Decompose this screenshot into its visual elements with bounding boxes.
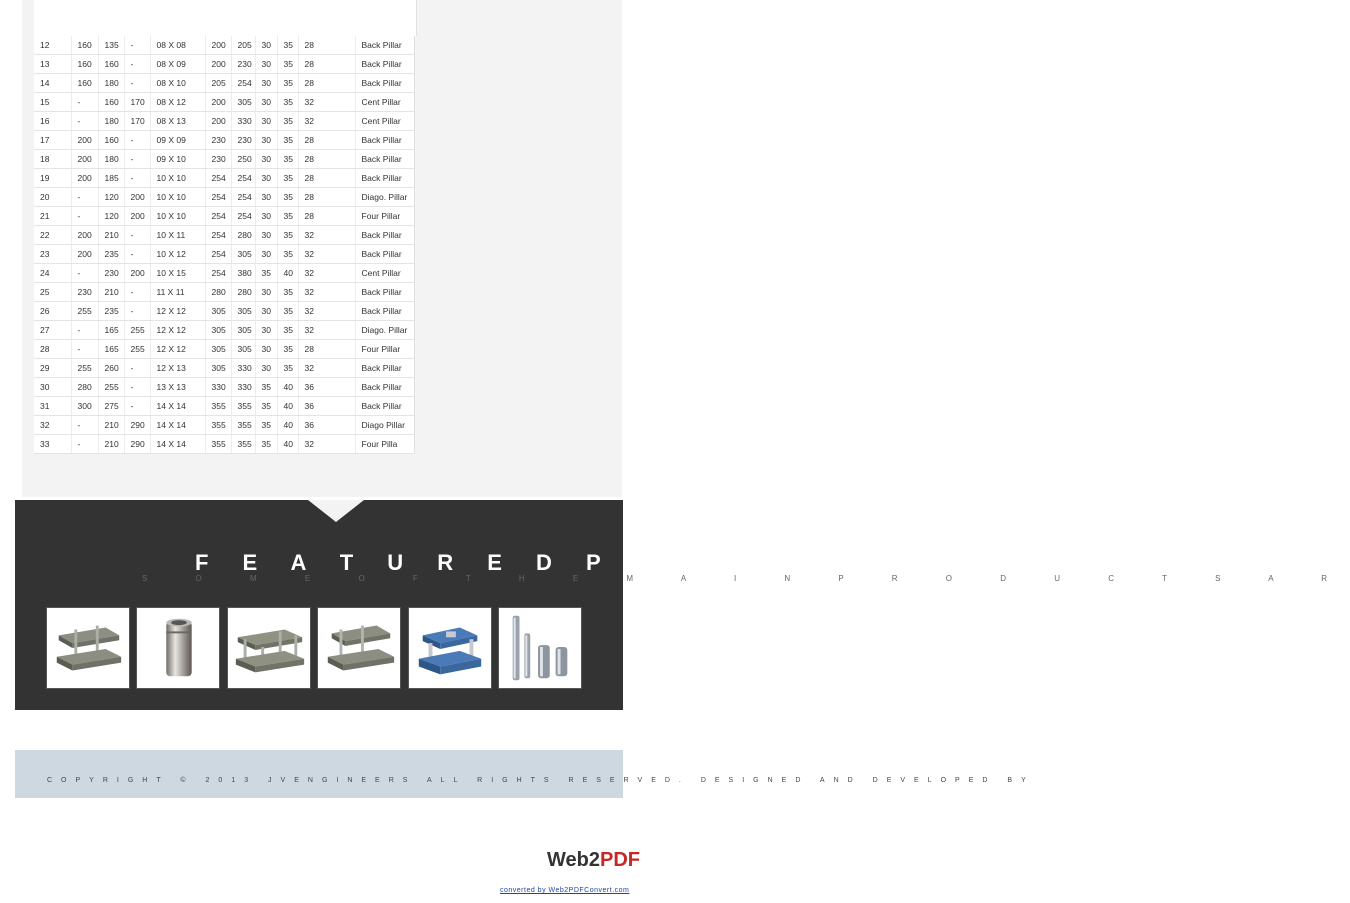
table-cell: 17 [34, 131, 71, 150]
table-row [34, 321, 414, 340]
table-cell: 280 [205, 283, 231, 302]
table-cell: 255 [98, 378, 124, 397]
table-cell: - [71, 416, 98, 435]
table-cell: 180 [98, 74, 124, 93]
table-cell: 24 [34, 264, 71, 283]
table-cell: 230 [205, 131, 231, 150]
table-cell: 355 [205, 397, 231, 416]
table-cell: 30 [255, 340, 277, 359]
table-cell: 255 [71, 302, 98, 321]
table-cell: 305 [205, 302, 231, 321]
table-cell: Back Pillar [355, 36, 414, 55]
table-cell: 08 X 12 [150, 93, 205, 112]
table-cell: 14 X 14 [150, 416, 205, 435]
table-cell: 255 [71, 359, 98, 378]
table-cell: 120 [98, 207, 124, 226]
table-cell: - [71, 340, 98, 359]
table-cell: 11 X 11 [150, 283, 205, 302]
table-cell: 160 [71, 55, 98, 74]
table-cell: 30 [255, 283, 277, 302]
product-card-4[interactable] [317, 607, 401, 689]
table-cell: 10 X 10 [150, 207, 205, 226]
table-row [34, 150, 414, 169]
table-cell: Four Pillar [355, 207, 414, 226]
table-row [34, 435, 414, 454]
featured-products-section [15, 500, 1350, 710]
table-cell: 305 [205, 340, 231, 359]
die-set-back-pillar-icon [318, 608, 400, 688]
table-cell: 27 [34, 321, 71, 340]
table-cell: 35 [255, 397, 277, 416]
table-cell: 254 [231, 207, 255, 226]
table-cell: Cent Pillar [355, 112, 414, 131]
table-cell: 12 X 12 [150, 302, 205, 321]
table-cell: 250 [231, 150, 255, 169]
table-cell: 200 [71, 150, 98, 169]
die-set-back-pillar-icon [47, 608, 129, 688]
table-cell: 260 [98, 359, 124, 378]
die-set-blue-icon [409, 608, 491, 688]
table-cell: Back Pillar [355, 359, 414, 378]
table-cell: 29 [34, 359, 71, 378]
table-cell: Back Pillar [355, 283, 414, 302]
table-cell: 40 [277, 397, 298, 416]
table-cell: 35 [277, 169, 298, 188]
table-cell: 35 [277, 36, 298, 55]
table-cell: 30 [255, 150, 277, 169]
table-cell: 235 [98, 245, 124, 264]
table-row [34, 416, 414, 435]
table-cell: 35 [255, 378, 277, 397]
table-cell: 19 [34, 169, 71, 188]
table-cell: 12 [34, 36, 71, 55]
table-cell: 280 [231, 283, 255, 302]
table-cell: 30 [255, 36, 277, 55]
table-row [34, 131, 414, 150]
table-cell: - [71, 321, 98, 340]
table-cell: - [71, 264, 98, 283]
table-cell: 355 [231, 435, 255, 454]
table-cell: 305 [231, 93, 255, 112]
table-top-continuation [34, 0, 417, 36]
table-cell: 36 [298, 378, 355, 397]
product-card-6[interactable] [498, 607, 582, 689]
table-cell: 40 [277, 435, 298, 454]
table-row [34, 93, 414, 112]
table-cell: 28 [298, 74, 355, 93]
table-cell: - [124, 397, 150, 416]
table-cell: 08 X 08 [150, 36, 205, 55]
guide-bush-icon [137, 608, 219, 688]
table-cell: 10 X 10 [150, 188, 205, 207]
table-cell: 32 [298, 283, 355, 302]
table-cell: 305 [205, 359, 231, 378]
table-cell: 120 [98, 188, 124, 207]
table-cell: 14 X 14 [150, 397, 205, 416]
table-cell: 30 [255, 74, 277, 93]
table-cell: 30 [255, 207, 277, 226]
product-card-5[interactable] [408, 607, 492, 689]
table-cell: 30 [255, 245, 277, 264]
table-cell: 28 [298, 169, 355, 188]
table-cell: 36 [298, 397, 355, 416]
table-cell: 30 [255, 93, 277, 112]
table-cell: 08 X 13 [150, 112, 205, 131]
table-cell: 165 [98, 321, 124, 340]
table-cell: - [71, 435, 98, 454]
table-cell: 305 [231, 302, 255, 321]
table-cell: Back Pillar [355, 397, 414, 416]
table-cell: 12 X 13 [150, 359, 205, 378]
table-cell: 200 [124, 207, 150, 226]
guide-pillars-icon [499, 608, 581, 688]
table-cell: 26 [34, 302, 71, 321]
table-row [34, 188, 414, 207]
table-cell: 200 [71, 169, 98, 188]
table-cell: Back Pillar [355, 55, 414, 74]
table-row [34, 245, 414, 264]
table-cell: 35 [277, 131, 298, 150]
table-cell: 30 [255, 302, 277, 321]
table-cell: 170 [124, 112, 150, 131]
table-cell: - [124, 150, 150, 169]
table-cell: 32 [298, 302, 355, 321]
table-cell: 230 [71, 283, 98, 302]
table-cell: 35 [277, 226, 298, 245]
table-cell: 10 X 12 [150, 245, 205, 264]
table-row [34, 36, 414, 55]
table-cell: 235 [98, 302, 124, 321]
table-cell: Back Pillar [355, 245, 414, 264]
table-cell: Diago Pillar [355, 416, 414, 435]
table-cell: 200 [205, 55, 231, 74]
featured-subtitle: S O M E O F T H E M A I N P R O D U C T S A R [142, 574, 1350, 583]
table-cell: 40 [277, 416, 298, 435]
table-cell: Back Pillar [355, 74, 414, 93]
product-card-1[interactable] [46, 607, 130, 689]
table-cell: Diago. Pillar [355, 188, 414, 207]
table-cell: 30 [255, 359, 277, 378]
web2pdf-logo [547, 849, 640, 872]
table-cell: 21 [34, 207, 71, 226]
table-cell: 205 [205, 74, 231, 93]
table-cell: 32 [34, 416, 71, 435]
table-cell: 254 [205, 188, 231, 207]
table-cell: 210 [98, 226, 124, 245]
table-cell: 330 [231, 378, 255, 397]
die-set-four-pillar-icon [228, 608, 310, 688]
table-cell: 200 [205, 36, 231, 55]
table-cell: 35 [277, 150, 298, 169]
table-cell: - [124, 36, 150, 55]
table-cell: 35 [277, 340, 298, 359]
table-cell: 30 [255, 226, 277, 245]
table-cell: 32 [298, 264, 355, 283]
table-cell: Back Pillar [355, 169, 414, 188]
table-cell: 135 [98, 36, 124, 55]
table-cell: Back Pillar [355, 378, 414, 397]
table-cell: 32 [298, 359, 355, 378]
table-cell: 09 X 10 [150, 150, 205, 169]
table-cell: - [124, 226, 150, 245]
table-cell: Four Pillar [355, 340, 414, 359]
table-cell: 330 [231, 359, 255, 378]
table-cell: 185 [98, 169, 124, 188]
table-cell: 32 [298, 226, 355, 245]
table-cell: 230 [98, 264, 124, 283]
web2pdf-link[interactable]: converted by Web2PDFConvert.com [500, 887, 630, 894]
table-cell: 35 [277, 55, 298, 74]
table-row [34, 340, 414, 359]
table-row [34, 169, 414, 188]
table-cell: 28 [298, 188, 355, 207]
table-cell: 35 [277, 74, 298, 93]
table-cell: 31 [34, 397, 71, 416]
table-cell: Diago. Pillar [355, 321, 414, 340]
table-cell: 180 [98, 150, 124, 169]
table-cell: Four Pilla [355, 435, 414, 454]
table-cell: 32 [298, 93, 355, 112]
table-cell: Back Pillar [355, 302, 414, 321]
table-cell: 330 [231, 112, 255, 131]
table-cell: 290 [124, 416, 150, 435]
table-cell: 160 [98, 55, 124, 74]
table-cell: - [124, 245, 150, 264]
table-cell: Back Pillar [355, 150, 414, 169]
table-cell: 35 [277, 245, 298, 264]
table-cell: 32 [298, 245, 355, 264]
table-cell: 200 [124, 264, 150, 283]
table-cell: 205 [231, 36, 255, 55]
table-cell: 230 [205, 150, 231, 169]
table-cell: 230 [231, 131, 255, 150]
table-cell: 28 [298, 340, 355, 359]
table-cell: 35 [255, 416, 277, 435]
table-cell: 200 [71, 245, 98, 264]
table-cell: 35 [277, 321, 298, 340]
table-cell: - [71, 188, 98, 207]
table-cell: Cent Pillar [355, 264, 414, 283]
table-cell: 280 [71, 378, 98, 397]
table-cell: 355 [231, 397, 255, 416]
table-cell: 255 [124, 321, 150, 340]
table-cell: Cent Pillar [355, 93, 414, 112]
table-cell: 255 [124, 340, 150, 359]
table-cell: 35 [277, 112, 298, 131]
table-cell: - [124, 283, 150, 302]
table-cell: 16 [34, 112, 71, 131]
table-cell: 36 [298, 416, 355, 435]
table-cell: 30 [255, 55, 277, 74]
table-row [34, 207, 414, 226]
table-cell: 290 [124, 435, 150, 454]
table-cell: 30 [34, 378, 71, 397]
table-cell: 254 [231, 169, 255, 188]
table-cell: 12 X 12 [150, 340, 205, 359]
table-cell: 254 [231, 188, 255, 207]
table-cell: 254 [205, 245, 231, 264]
copyright-text: COPYRIGHT © 2013 JVENGINEERS ALL RIGHTS RESERVED. DESIGNED AND DEVELOPED BY [47, 777, 1035, 784]
table-cell: 14 [34, 74, 71, 93]
table-cell: 380 [231, 264, 255, 283]
table-cell: 355 [205, 416, 231, 435]
table-row [34, 283, 414, 302]
table-cell: 160 [98, 131, 124, 150]
table-cell: 35 [255, 264, 277, 283]
table-cell: 28 [298, 131, 355, 150]
table-cell: 254 [205, 264, 231, 283]
table-cell: 30 [255, 321, 277, 340]
table-cell: 210 [98, 416, 124, 435]
table-cell: 18 [34, 150, 71, 169]
table-cell: 30 [255, 131, 277, 150]
table-row [34, 74, 414, 93]
table-cell: 230 [231, 55, 255, 74]
table-cell: Back Pillar [355, 131, 414, 150]
table-body [34, 36, 414, 454]
table-cell: 28 [298, 55, 355, 74]
table-cell: - [124, 169, 150, 188]
table-cell: - [124, 359, 150, 378]
table-cell: 254 [205, 169, 231, 188]
table-cell: 355 [205, 435, 231, 454]
table-cell: 35 [277, 188, 298, 207]
table-cell: 35 [277, 93, 298, 112]
logo-accent: PDF [599, 849, 640, 871]
table-cell: - [124, 74, 150, 93]
table-cell: 305 [231, 245, 255, 264]
table-cell: 13 [34, 55, 71, 74]
table-row [34, 226, 414, 245]
table-cell: - [124, 131, 150, 150]
table-cell: 22 [34, 226, 71, 245]
table-cell: 12 X 12 [150, 321, 205, 340]
table-cell: - [124, 55, 150, 74]
table-cell: 10 X 15 [150, 264, 205, 283]
table-cell: 30 [255, 169, 277, 188]
table-cell: 28 [298, 150, 355, 169]
table-cell: 30 [255, 188, 277, 207]
table-cell: 210 [98, 435, 124, 454]
table-row [34, 55, 414, 74]
table-cell: 20 [34, 188, 71, 207]
table-cell: 254 [231, 74, 255, 93]
table-cell: 160 [71, 36, 98, 55]
table-cell: 08 X 10 [150, 74, 205, 93]
table-cell: - [124, 378, 150, 397]
table-cell: 200 [124, 188, 150, 207]
table-cell: 160 [98, 93, 124, 112]
table-row [34, 378, 414, 397]
table-cell: 40 [277, 378, 298, 397]
table-cell: 275 [98, 397, 124, 416]
table-cell: 200 [205, 112, 231, 131]
table-cell: 33 [34, 435, 71, 454]
table-cell: 355 [231, 416, 255, 435]
table-cell: 254 [205, 226, 231, 245]
table-row [34, 359, 414, 378]
table-cell: 35 [277, 302, 298, 321]
table-cell: 15 [34, 93, 71, 112]
table-cell: 35 [277, 283, 298, 302]
table-cell: 28 [298, 207, 355, 226]
table-cell: 14 X 14 [150, 435, 205, 454]
table-cell: 280 [231, 226, 255, 245]
featured-title: F E A T U R E D P R O D U C T [195, 550, 914, 575]
table-cell: 32 [298, 112, 355, 131]
table-cell: - [71, 93, 98, 112]
footer [15, 750, 1035, 798]
table-cell: 10 X 10 [150, 169, 205, 188]
logo-main: Web2 [547, 849, 600, 871]
table-cell: 180 [98, 112, 124, 131]
section-notch [308, 500, 364, 522]
table-cell: 10 X 11 [150, 226, 205, 245]
die-set-spec-table [34, 36, 415, 454]
table-cell: 30 [255, 112, 277, 131]
table-cell: 32 [298, 321, 355, 340]
table-cell: 35 [255, 435, 277, 454]
table-cell: 32 [298, 435, 355, 454]
table-cell: 200 [205, 93, 231, 112]
table-cell: - [71, 112, 98, 131]
table-cell: - [124, 302, 150, 321]
table-cell: Back Pillar [355, 226, 414, 245]
table-cell: 200 [71, 226, 98, 245]
table-row [34, 397, 414, 416]
table-cell: - [71, 207, 98, 226]
table-cell: 300 [71, 397, 98, 416]
table-cell: 35 [277, 359, 298, 378]
table-cell: 170 [124, 93, 150, 112]
table-cell: 200 [71, 131, 98, 150]
table-row [34, 264, 414, 283]
table-cell: 09 X 09 [150, 131, 205, 150]
table-cell: 305 [231, 321, 255, 340]
table-cell: 305 [231, 340, 255, 359]
table-cell: 13 X 13 [150, 378, 205, 397]
product-card-2[interactable] [136, 607, 220, 689]
table-cell: 35 [277, 207, 298, 226]
table-cell: 165 [98, 340, 124, 359]
table-row [34, 302, 414, 321]
table-row [34, 112, 414, 131]
table-cell: 40 [277, 264, 298, 283]
table-cell: 08 X 09 [150, 55, 205, 74]
table-cell: 25 [34, 283, 71, 302]
table-cell: 330 [205, 378, 231, 397]
table-cell: 160 [71, 74, 98, 93]
table-cell: 23 [34, 245, 71, 264]
table-cell: 305 [205, 321, 231, 340]
product-card-3[interactable] [227, 607, 311, 689]
table-cell: 210 [98, 283, 124, 302]
table-cell: 28 [34, 340, 71, 359]
table-cell: 254 [205, 207, 231, 226]
table-cell: 28 [298, 36, 355, 55]
